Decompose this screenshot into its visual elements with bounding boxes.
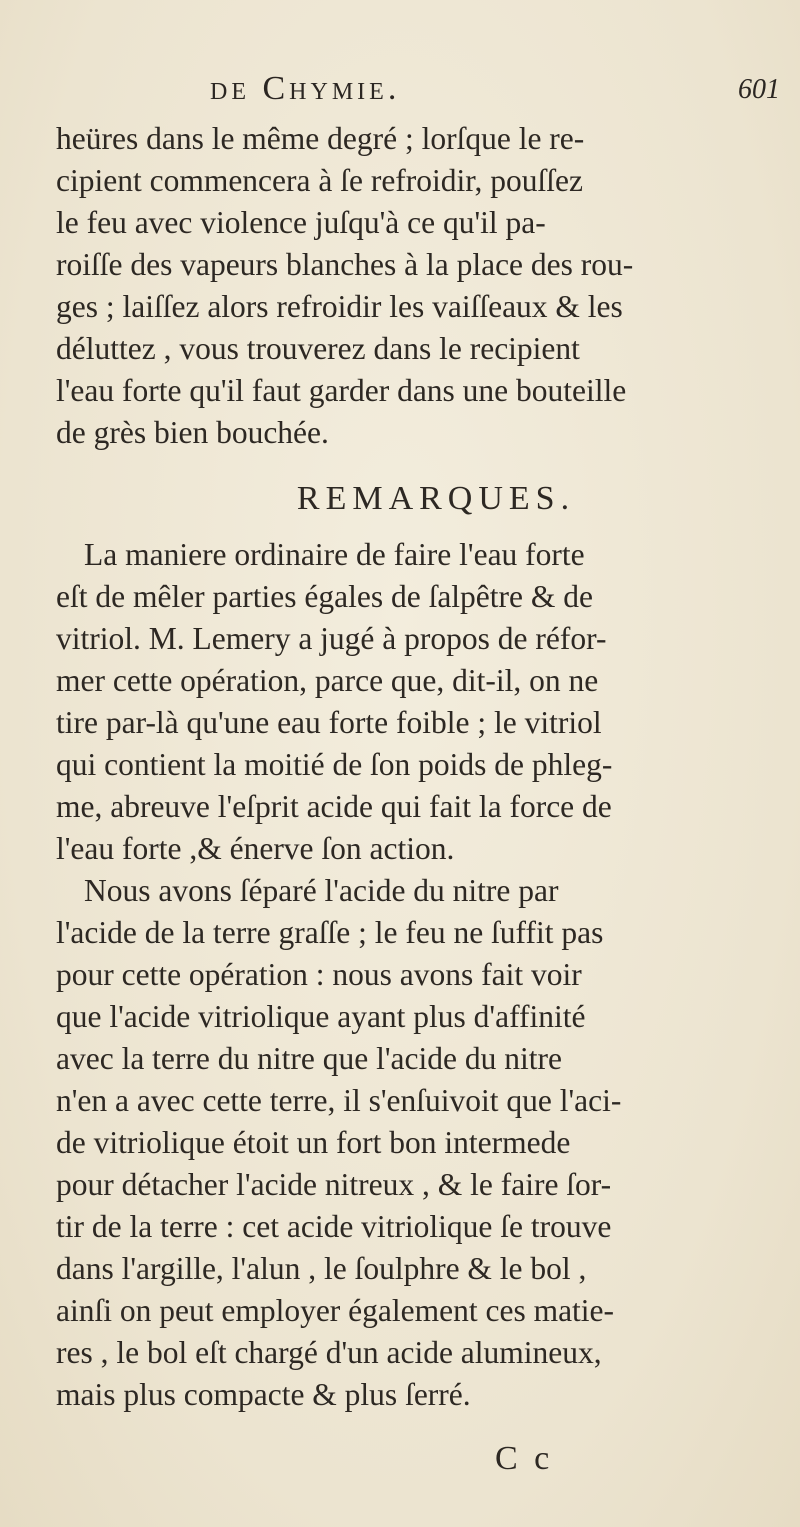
text-line: l'eau forte qu'il faut garder dans une bouteille (56, 373, 627, 408)
running-title: de Chymie. (210, 70, 401, 107)
text-line: tire par-là qu'une eau forte foible ; le vitriol (56, 705, 602, 740)
text-line: La maniere ordinaire de faire l'eau forte (84, 537, 585, 572)
text-line: ainſi on peut employer également ces matie- (56, 1293, 615, 1328)
paragraph-continuation (56, 118, 756, 454)
text-line: qui contient la moitié de ſon poids de phleg- (56, 747, 613, 782)
section-heading: REMARQUES. (296, 480, 576, 517)
text-line: heüres dans le même degré ; lorſque le re- (56, 121, 585, 156)
text-line: de vitriolique étoit un fort bon intermede (56, 1125, 571, 1160)
page-header (210, 70, 780, 120)
text-line: mer cette opération, parce que, dit-il, on ne (56, 663, 599, 698)
text-line: cipient commencera à ſe refroidir, pouſſez (56, 163, 583, 198)
text-line: de grès bien bouchée. (56, 415, 329, 450)
text-line: pour détacher l'acide nitreux , & le faire ſor- (56, 1167, 612, 1202)
text-line: l'eau forte ,& énerve ſon action. (56, 831, 455, 866)
text-line: eſt de mêler parties égales de ſalpêtre & de (56, 579, 593, 614)
paragraph-remarks-2 (56, 870, 756, 1416)
text-line: avec la terre du nitre que l'acide du nitre (56, 1041, 562, 1076)
signature-mark: C c (495, 1440, 554, 1477)
paragraph-remarks-1 (56, 534, 756, 870)
text-line: vitriol. M. Lemery a jugé à propos de réfor- (56, 621, 607, 656)
text-line: n'en a avec cette terre, il s'enſuivoit que l'aci- (56, 1083, 622, 1118)
text-line: me, abreuve l'eſprit acide qui fait la force de (56, 789, 612, 824)
text-line: tir de la terre : cet acide vitriolique ſe trouve (56, 1209, 612, 1244)
text-line: pour cette opération : nous avons fait voir (56, 957, 582, 992)
text-line: déluttez , vous trouverez dans le recipient (56, 331, 580, 366)
body-text (56, 118, 756, 1416)
text-line: Nous avons ſéparé l'acide du nitre par (84, 873, 559, 908)
text-line: dans l'argille, l'alun , le ſoulphre & le bol , (56, 1251, 587, 1286)
text-line: l'acide de la terre graſſe ; le feu ne ſuffit pas (56, 915, 604, 950)
text-line: ges ; laiſſez alors refroidir les vaiſſeaux & les (56, 289, 623, 324)
text-line: le feu avec violence juſqu'à ce qu'il pa- (56, 205, 546, 240)
text-line: mais plus compacte & plus ſerré. (56, 1377, 471, 1412)
text-line: res , le bol eſt chargé d'un acide alumineux, (56, 1335, 602, 1370)
text-line: roiſſe des vapeurs blanches à la place des rou- (56, 247, 634, 282)
page-number: 601 (738, 74, 780, 105)
text-line: que l'acide vitriolique ayant plus d'affinité (56, 999, 586, 1034)
